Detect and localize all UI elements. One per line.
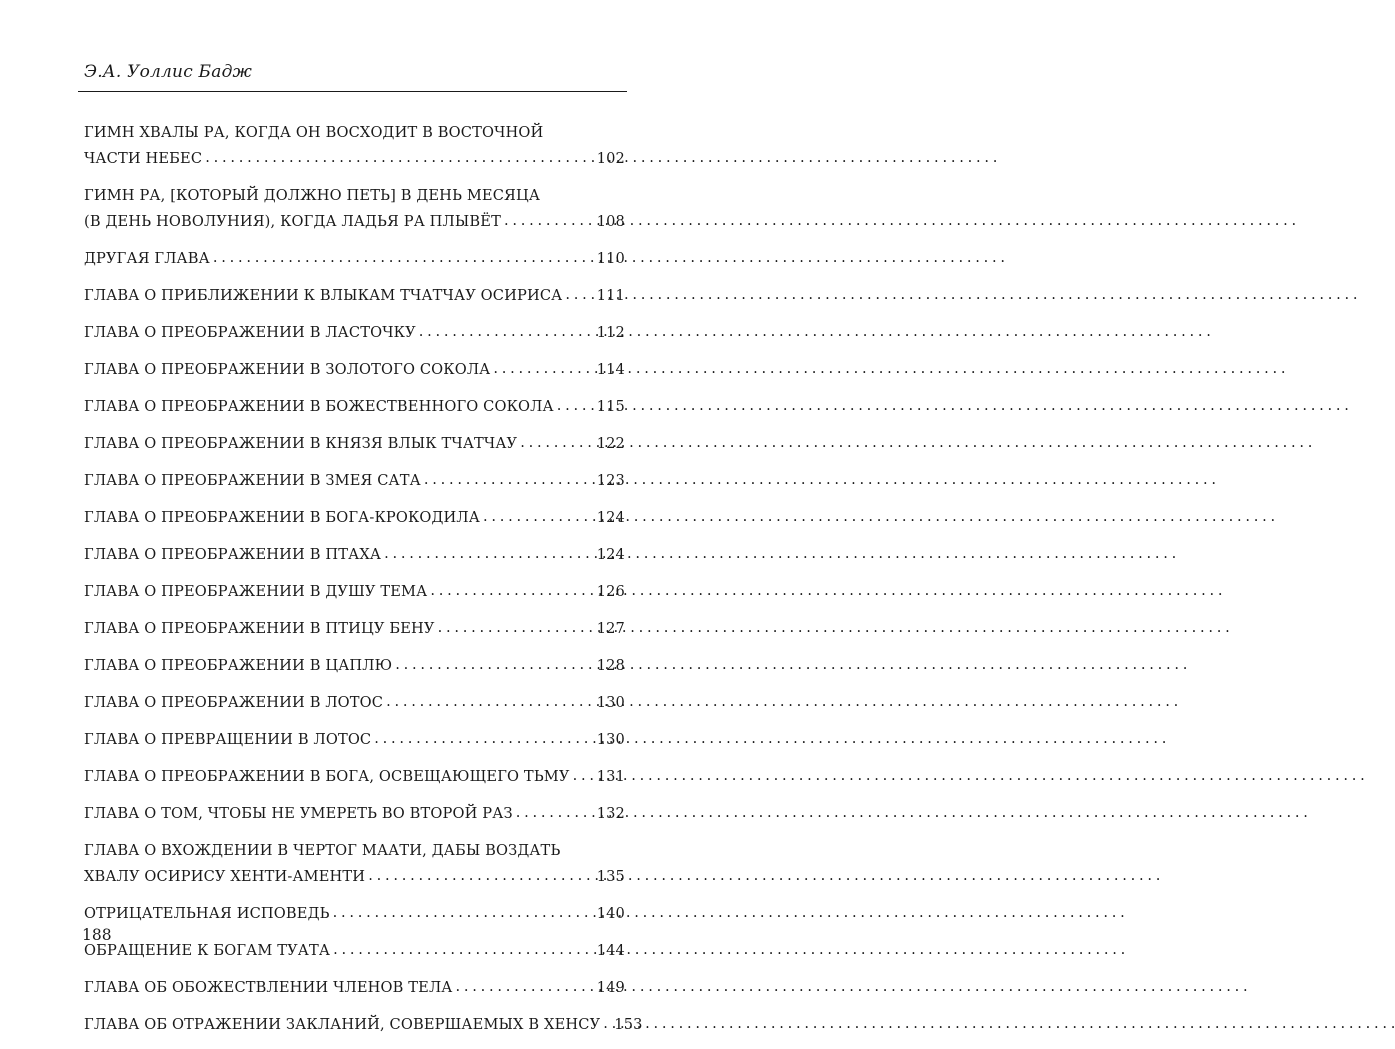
toc-entry-title: ГЛАВА О ПРЕОБРАЖЕНИИ В ЗМЕЯ САТА (84, 472, 421, 489)
toc-entry (84, 938, 625, 964)
dot-leader (395, 652, 593, 678)
toc-entry-title: ГЛАВА О ПРЕОБРАЖЕНИИ В ЗОЛОТОГО СОКОЛА (84, 361, 491, 378)
toc-entry-line-final (84, 209, 625, 235)
toc-entry (84, 320, 625, 346)
toc-entry-page-number: 110 (596, 250, 625, 267)
toc-entry (84, 975, 625, 1001)
toc-entry-line-final (84, 320, 625, 346)
toc-entry-page-number: 124 (596, 546, 625, 563)
book-page (0, 0, 699, 1033)
toc-entry-title: ОБРАЩЕНИЕ К БОГАМ ТУАТА (84, 942, 331, 959)
toc-entry (84, 653, 625, 679)
toc-entry-title: ЧАСТИ НЕБЕС (84, 150, 203, 167)
toc-entry-line-final (84, 1012, 643, 1038)
toc-entry-line-final (84, 801, 625, 827)
header-rule (78, 91, 627, 92)
toc-entry (84, 468, 625, 494)
toc-entry-page-number: 135 (596, 868, 625, 885)
toc-entry-title: ГИМН ХВАЛЫ РА, КОГДА ОН ВОСХОДИТ В ВОСТОЧНОЙ (84, 124, 544, 141)
toc-entry-line-final (84, 727, 625, 753)
toc-entry-title: ГЛАВА О ПРЕОБРАЖЕНИИ В ПТИЦУ БЕНУ (84, 620, 435, 637)
toc-entry-line-final (84, 579, 625, 605)
dot-leader (333, 900, 594, 926)
toc-entry-title: ГЛАВА О ПРЕОБРАЖЕНИИ В ПТАХА (84, 546, 382, 563)
toc-entry-title: ГЛАВА О ПРЕОБРАЖЕНИИ В БОЖЕСТВЕННОГО СОКОЛА (84, 398, 554, 415)
dot-leader (520, 430, 593, 456)
toc-entry (84, 283, 625, 309)
toc-entry-line (84, 838, 625, 864)
toc-entry-page-number: 114 (596, 361, 625, 378)
toc-entry-line-final (84, 901, 625, 927)
dot-leader (374, 726, 593, 752)
toc-entry-title: ГЛАВА О ВХОЖДЕНИИ В ЧЕРТОГ МААТИ, ДАБЫ ВОЗДАТЬ (84, 842, 561, 859)
toc-entry-page-number: 108 (596, 213, 625, 230)
toc-entry (84, 727, 625, 753)
dot-leader (438, 615, 594, 641)
dot-leader (493, 356, 593, 382)
dot-leader (603, 1011, 611, 1037)
toc-entry-title: ХВАЛУ ОСИРИСУ ХЕНТИ-АМЕНТИ (84, 868, 366, 885)
toc-entry (84, 901, 625, 927)
toc-entry-title: ГЛАВА О ПРЕВРАЩЕНИИ В ЛОТОС (84, 731, 372, 748)
toc-entry-title: ГЛАВА О ПРИБЛИЖЕНИИ К ВЛЫКАМ ТЧАТЧАУ ОСИРИСА (84, 287, 563, 304)
dot-leader (386, 689, 594, 715)
dot-leader (333, 937, 594, 963)
toc-entry (84, 431, 625, 457)
dot-leader (419, 319, 594, 345)
toc-entry-page-number: 128 (596, 657, 625, 674)
toc-entry-line-final (84, 975, 625, 1001)
toc-entry-title: ГЛАВА ОБ ОТРАЖЕНИИ ЗАКЛАНИЙ, СОВЕРШАЕМЫХ В ХЕНСУ (84, 1016, 601, 1033)
toc-entry-title: ГЛАВА О ТОМ, ЧТОБЫ НЕ УМЕРЕТЬ ВО ВТОРОЙ РАЗ (84, 805, 513, 822)
toc-entry (84, 616, 625, 642)
page-number: 188 (82, 926, 112, 944)
toc-entry-line-final (84, 357, 625, 383)
toc-entry-title: ГЛАВА О ПРЕОБРАЖЕНИИ В ЛАСТОЧКУ (84, 324, 416, 341)
toc-entry-title: ОТРИЦАТЕЛЬНАЯ ИСПОВЕДЬ (84, 905, 330, 922)
toc-entry-page-number: 130 (596, 731, 625, 748)
toc-entry-line-final (84, 246, 625, 272)
toc-entry-page-number: 149 (596, 979, 625, 996)
dot-leader (573, 763, 594, 789)
toc-entry-title: ГЛАВА О ПРЕОБРАЖЕНИИ В БОГА, ОСВЕЩАЮЩЕГО ТЬМУ (84, 768, 570, 785)
toc-entry-title: ГЛАВА О ПРЕОБРАЖЕНИИ В ЦАПЛЮ (84, 657, 393, 674)
toc-entry-page-number: 112 (596, 324, 625, 341)
toc-entry-line-final (84, 938, 625, 964)
toc-entry-title: ГЛАВА ОБ ОБОЖЕСТВЛЕНИИ ЧЛЕНОВ ТЕЛА (84, 979, 453, 996)
toc-entry-title: ДРУГАЯ ГЛАВА (84, 250, 210, 267)
toc-entry-page-number: 115 (596, 398, 625, 415)
dot-leader (384, 541, 594, 567)
toc-entry-page-number: 131 (596, 768, 625, 785)
toc-entry-page-number: 111 (596, 287, 625, 304)
toc-entry (84, 690, 625, 716)
toc-entry-title: ГЛАВА О ПРЕОБРАЖЕНИИ В БОГА-КРОКОДИЛА (84, 509, 480, 526)
toc-entry (84, 838, 625, 890)
dot-leader (565, 282, 593, 308)
toc-entry-line-final (84, 394, 625, 420)
toc-entry-line (84, 120, 625, 146)
toc-entry-page-number: 127 (596, 620, 625, 637)
toc-entry-page-number: 140 (596, 905, 625, 922)
toc-entry-line-final (84, 864, 625, 890)
toc-entry-line-final (84, 283, 625, 309)
toc-entry-page-number: 144 (596, 942, 625, 959)
toc-entry-title: ГЛАВА О ПРЕОБРАЖЕНИИ В КНЯЗЯ ВЛЫК ТЧАТЧАУ (84, 435, 518, 452)
toc-entry-line-final (84, 764, 625, 790)
toc-entry-line (84, 183, 625, 209)
toc-entry (84, 505, 625, 531)
dot-leader (205, 145, 594, 171)
toc-entry-line-final (84, 468, 625, 494)
toc-entry-page-number: 122 (596, 435, 625, 452)
dot-leader (483, 504, 594, 530)
dot-leader (424, 467, 594, 493)
toc-entry-page-number: 126 (596, 583, 625, 600)
toc-entry-line-final (84, 653, 625, 679)
toc-entry-line-final (84, 690, 625, 716)
toc-entry-line-final (84, 505, 625, 531)
toc-entry-page-number: 153 (614, 1016, 643, 1033)
toc-entry-page-number: 102 (596, 150, 625, 167)
dot-leader (368, 863, 594, 889)
toc-entry (84, 246, 625, 272)
toc-entry-page-number: 132 (596, 805, 625, 822)
toc-entry (84, 183, 625, 235)
toc-entry-title: ГЛАВА О ПРЕОБРАЖЕНИИ В ЛОТОС (84, 694, 384, 711)
toc-entry (84, 801, 625, 827)
toc-entry (84, 579, 625, 605)
toc-entry (84, 357, 625, 383)
dot-leader (504, 208, 594, 234)
toc-entry-title: (В ДЕНЬ НОВОЛУНИЯ), КОГДА ЛАДЬЯ РА ПЛЫВЁТ (84, 213, 501, 230)
toc-entry (84, 764, 625, 790)
toc-entry-title: ГЛАВА О ПРЕОБРАЖЕНИИ В ДУШУ ТЕМА (84, 583, 428, 600)
toc-entry (84, 394, 625, 420)
toc-entry-page-number: 124 (596, 509, 625, 526)
dot-leader (213, 245, 594, 271)
toc-entry-line-final (84, 146, 625, 172)
running-head-author: Э.А. Уоллис Бадж (84, 62, 253, 82)
dot-leader (516, 800, 594, 826)
table-of-contents (84, 120, 643, 1049)
toc-entry-line-final (84, 616, 625, 642)
toc-entry-line-final (84, 542, 625, 568)
toc-entry (84, 120, 625, 172)
toc-entry (84, 1012, 643, 1038)
toc-entry-line-final (84, 431, 625, 457)
toc-entry-page-number: 123 (596, 472, 625, 489)
dot-leader (456, 974, 594, 1000)
dot-leader (557, 393, 594, 419)
toc-entry (84, 542, 625, 568)
toc-entry-page-number: 130 (596, 694, 625, 711)
dot-leader (430, 578, 593, 604)
toc-entry-title: ГИМН РА, [КОТОРЫЙ ДОЛЖНО ПЕТЬ] В ДЕНЬ МЕСЯЦА (84, 187, 541, 204)
